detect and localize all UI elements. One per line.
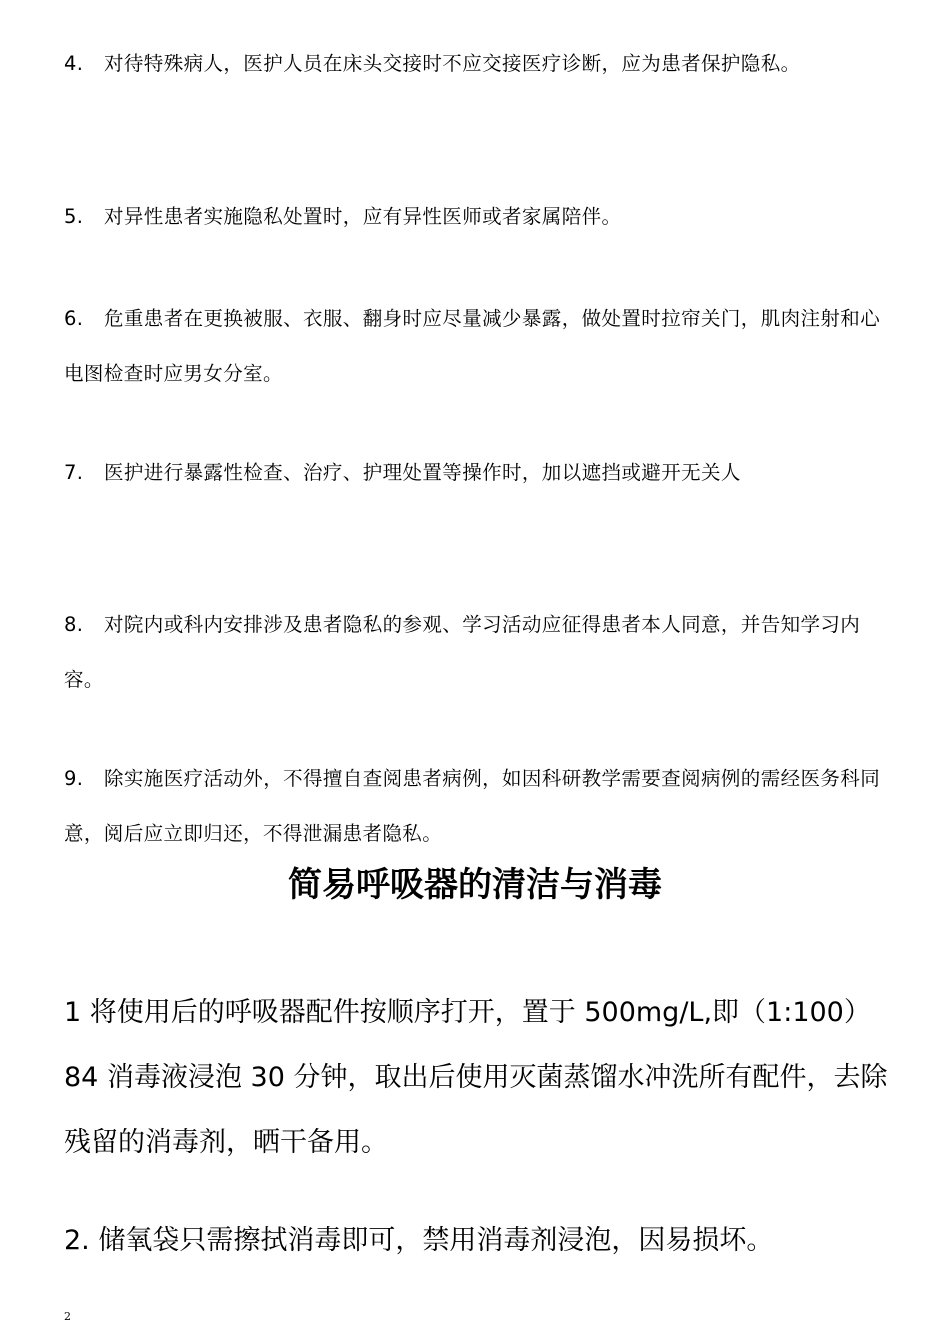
section-title: 简易呼吸器的清洁与消毒 bbox=[288, 865, 662, 905]
item-number: 6. bbox=[64, 307, 84, 330]
item-number: 7. bbox=[64, 461, 84, 484]
item-text: 对异性患者实施隐私处置时，应有异性医师或者家属陪伴。 bbox=[104, 205, 622, 228]
list-item bbox=[64, 751, 884, 861]
item-number: 5. bbox=[64, 205, 84, 228]
item-number: 8. bbox=[64, 613, 84, 636]
page-number: 2 bbox=[64, 1310, 71, 1323]
list-item bbox=[64, 189, 884, 244]
item-text: 危重患者在更换被服、衣服、翻身时应尽量减少暴露，做处置时拉帘关门，肌肉注射和心电图检查时应男女分室。 bbox=[64, 307, 881, 385]
list-item bbox=[64, 597, 884, 707]
list-item bbox=[64, 36, 884, 91]
list-item bbox=[64, 291, 884, 401]
item-number: 4. bbox=[64, 52, 84, 75]
item-text: 除实施医疗活动外，不得擅自查阅患者病例，如因科研教学需要查阅病例的需经医务科同意，阅后应立即归还，不得泄漏患者隐私。 bbox=[64, 767, 881, 845]
item-number: 9. bbox=[64, 767, 84, 790]
step-paragraph: 1 将使用后的呼吸器配件按顺序打开，置于 500mg/L,即（1:100）84 消毒液浸泡 30 分钟，取出后使用灭菌蒸馏水冲洗所有配件，去除残留的消毒剂，晒干备用。 bbox=[64, 997, 888, 1158]
step-paragraph: 2. 储氧袋只需擦拭消毒即可，禁用消毒剂浸泡，因易损坏。 bbox=[64, 1225, 774, 1256]
item-text: 对待特殊病人，医护人员在床头交接时不应交接医疗诊断，应为患者保护隐私。 bbox=[104, 52, 801, 75]
list-item bbox=[64, 445, 884, 500]
item-text: 医护进行暴露性检查、治疗、护理处置等操作时，加以遮挡或避开无关人 bbox=[104, 461, 741, 484]
item-text: 对院内或科内安排涉及患者隐私的参观、学习活动应征得患者本人同意，并告知学习内容。 bbox=[64, 613, 861, 691]
